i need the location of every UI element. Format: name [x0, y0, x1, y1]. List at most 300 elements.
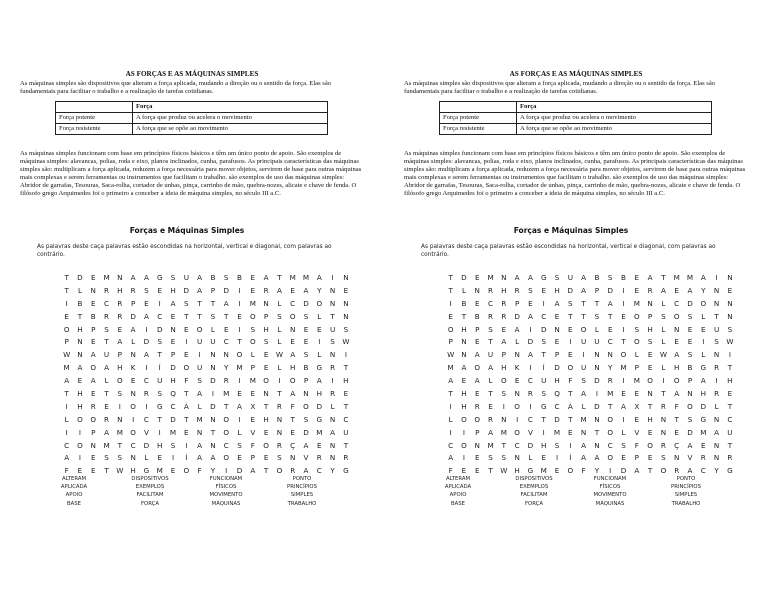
grid-letter: A	[634, 466, 640, 476]
grid-row	[60, 323, 353, 336]
grid-letter: F	[64, 466, 69, 476]
grid-letter: C	[527, 414, 533, 424]
grid-letter: C	[170, 401, 176, 411]
grid-letter: R	[117, 311, 123, 321]
grid-letter: T	[674, 414, 679, 424]
grid-letter: P	[250, 453, 255, 463]
grid-letter: W	[63, 350, 71, 360]
grid-letter: O	[249, 311, 256, 321]
grid-letter: T	[224, 311, 229, 321]
grid-letter: S	[634, 324, 640, 334]
grid-letter: T	[448, 285, 453, 295]
word-list-item: PRINCÍPIOS	[287, 484, 317, 491]
grid-letter: V	[634, 427, 640, 437]
grid-letter: X	[634, 401, 640, 411]
grid-letter: M	[686, 272, 694, 282]
grid-letter: T	[197, 298, 202, 308]
grid-letter: G	[700, 414, 707, 424]
grid-letter: A	[104, 363, 109, 373]
word-list-item: FACILITAM	[136, 492, 164, 499]
grid-letter: N	[343, 298, 349, 308]
word-list-item: SIMPLES	[290, 492, 314, 499]
grid-letter: H	[170, 285, 176, 295]
grid-letter: A	[64, 453, 70, 463]
grid-letter: M	[580, 414, 587, 424]
grid-letter: T	[448, 272, 453, 282]
grid-letter: U	[196, 337, 203, 347]
grid-letter: A	[197, 272, 203, 282]
grid-letter: S	[157, 337, 162, 347]
grid-letter: O	[647, 440, 653, 450]
grid-letter: A	[117, 337, 123, 347]
force-table-row	[56, 113, 328, 124]
grid-letter: L	[277, 324, 282, 334]
grid-letter: L	[488, 376, 493, 386]
grid-letter: M	[447, 363, 454, 373]
grid-letter: E	[90, 453, 96, 463]
grid-letter: W	[500, 466, 508, 476]
grid-letter: T	[594, 427, 600, 437]
grid-letter: A	[674, 350, 680, 360]
grid-row	[60, 426, 353, 439]
grid-letter: Á	[183, 401, 189, 411]
grid-row	[60, 284, 353, 297]
grid-letter: A	[714, 427, 720, 437]
grid-letter: O	[90, 414, 97, 424]
grid-letter: S	[170, 272, 176, 282]
grid-letter: I	[529, 401, 532, 411]
grid-letter: Y	[224, 363, 229, 373]
grid-letter: Y	[210, 466, 216, 476]
grid-letter: B	[237, 272, 242, 282]
grid-letter: T	[568, 388, 573, 398]
grid-letter: O	[289, 376, 296, 386]
grid-letter: E	[90, 272, 96, 282]
grid-letter: A	[474, 376, 480, 386]
grid-letter: E	[117, 324, 123, 334]
grid-letter: E	[290, 337, 295, 347]
grid-letter: E	[701, 324, 706, 334]
grid-letter: S	[687, 350, 693, 360]
grid-letter: P	[554, 350, 560, 360]
grid-letter: E	[687, 337, 693, 347]
grid-letter: L	[714, 401, 719, 411]
grid-letter: P	[91, 427, 96, 437]
grid-letter: R	[290, 466, 296, 476]
grid-letter: T	[224, 401, 229, 411]
force-description: A força que se opõe ao movimento	[133, 124, 328, 135]
grid-letter: P	[263, 311, 269, 321]
grid-letter: D	[554, 414, 560, 424]
grid-letter: L	[528, 453, 533, 463]
grid-letter: O	[673, 311, 680, 321]
grid-letter: E	[674, 427, 679, 437]
grid-letter: G	[143, 466, 150, 476]
grid-letter: R	[104, 311, 110, 321]
grid-letter: M	[63, 363, 70, 373]
grid-letter: O	[117, 376, 123, 386]
grid-letter: D	[223, 285, 229, 295]
grid-letter: F	[634, 440, 639, 450]
grid-letter: M	[169, 427, 177, 437]
grid-letter: N	[130, 350, 136, 360]
grid-letter: E	[250, 285, 256, 295]
word-search-title: Forças e Máquinas Simples	[129, 226, 245, 235]
grid-letter: H	[77, 324, 83, 334]
grid-letter: G	[527, 466, 534, 476]
grid-letter: E	[303, 324, 309, 334]
grid-letter: N	[276, 414, 283, 424]
grid-letter: S	[343, 324, 349, 334]
grid-letter: R	[700, 453, 706, 463]
grid-letter: L	[330, 401, 335, 411]
grid-letter: U	[210, 337, 216, 347]
grid-letter: I	[238, 324, 241, 334]
grid-letter: R	[104, 414, 110, 424]
grid-letter: N	[594, 414, 600, 424]
grid-letter: S	[581, 376, 586, 386]
grid-letter: S	[237, 440, 242, 450]
grid-letter: T	[290, 414, 295, 424]
grid-letter: T	[330, 311, 335, 321]
grid-letter: S	[330, 337, 335, 347]
grid-letter: C	[607, 337, 613, 347]
grid-letter: I	[715, 272, 718, 282]
force-table-header-empty	[440, 102, 517, 113]
grid-letter: U	[580, 363, 587, 373]
grid-letter: Q	[170, 388, 176, 398]
grid-letter: A	[554, 298, 560, 308]
grid-letter: L	[621, 427, 626, 437]
grid-letter: O	[660, 466, 667, 476]
grid-row	[60, 439, 353, 452]
grid-letter: H	[647, 324, 653, 334]
grid-letter: N	[514, 388, 520, 398]
grid-letter: L	[701, 350, 706, 360]
grid-letter: B	[687, 363, 693, 373]
grid-row	[444, 297, 737, 310]
grid-letter: E	[343, 285, 349, 295]
grid-letter: P	[64, 337, 69, 347]
grid-row	[60, 413, 353, 426]
grid-letter: I	[529, 324, 532, 334]
word-search-grid	[60, 271, 353, 477]
grid-letter: E	[104, 401, 109, 411]
grid-letter: N	[727, 272, 733, 282]
word-list-item: ALTERAM	[61, 476, 87, 482]
grid-letter: S	[594, 311, 600, 321]
grid-letter: A	[290, 350, 296, 360]
grid-letter: D	[143, 337, 150, 347]
grid-row	[60, 348, 353, 361]
grid-letter: E	[647, 363, 653, 373]
grid-letter: N	[647, 298, 653, 308]
grid-letter: B	[461, 298, 467, 308]
grid-letter: P	[634, 453, 639, 463]
grid-letter: T	[581, 298, 586, 308]
word-list-item: BASE	[67, 500, 81, 507]
word-search-panel	[407, 218, 735, 516]
grid-letter: M	[607, 388, 614, 398]
grid-letter: A	[501, 337, 507, 347]
grid-letter: A	[514, 324, 520, 334]
grid-letter: N	[660, 427, 667, 437]
grid-letter: L	[64, 414, 69, 424]
word-list-item: PONTO	[292, 476, 312, 482]
grid-letter: O	[514, 401, 520, 411]
grid-letter: N	[343, 311, 349, 321]
grid-letter: E	[343, 388, 349, 398]
grid-letter: E	[568, 324, 573, 334]
grid-letter: S	[157, 388, 162, 398]
grid-letter: R	[330, 363, 336, 373]
grid-letter: I	[542, 427, 545, 437]
grid-letter: N	[687, 388, 693, 398]
grid-letter: M	[103, 440, 110, 450]
grid-letter: T	[581, 311, 586, 321]
grid-letter: I	[145, 401, 148, 411]
grid-letter: C	[157, 311, 163, 321]
grid-letter: R	[276, 401, 282, 411]
grid-letter: F	[197, 466, 202, 476]
grid-letter: A	[90, 376, 96, 386]
word-list-item: APOIO	[449, 492, 467, 499]
grid-letter: R	[514, 285, 520, 295]
document-title: AS FORÇAS E AS MÁQUINAS SIMPLES	[509, 70, 643, 78]
grid-letter: N	[329, 298, 336, 308]
grid-letter: M	[700, 427, 707, 437]
grid-letter: P	[475, 324, 480, 334]
grid-letter: A	[250, 466, 256, 476]
grid-letter: C	[316, 466, 322, 476]
force-table	[439, 101, 712, 135]
word-list-item: PONTO	[676, 476, 696, 482]
worksheet-copy-right	[384, 0, 768, 594]
grid-letter: N	[223, 350, 229, 360]
grid-row	[444, 284, 737, 297]
grid-letter: O	[447, 324, 454, 334]
grid-letter: R	[130, 285, 136, 295]
grid-letter: I	[331, 376, 334, 386]
grid-letter: N	[713, 414, 720, 424]
grid-letter: L	[317, 350, 322, 360]
grid-letter: L	[594, 324, 599, 334]
grid-row	[60, 310, 353, 323]
grid-letter: T	[157, 414, 162, 424]
grid-letter: H	[77, 401, 83, 411]
grid-letter: A	[303, 440, 309, 450]
grid-letter: B	[210, 272, 216, 282]
grid-letter: N	[117, 272, 123, 282]
grid-letter: A	[660, 285, 666, 295]
grid-letter: R	[647, 285, 653, 295]
grid-letter: I	[118, 401, 121, 411]
grid-letter: A	[581, 272, 587, 282]
grid-letter: S	[541, 388, 546, 398]
grid-letter: B	[303, 363, 309, 373]
grid-letter: E	[237, 453, 242, 463]
grid-letter: E	[157, 453, 162, 463]
grid-letter: R	[223, 376, 229, 386]
grid-letter: C	[130, 440, 136, 450]
grid-letter: E	[157, 285, 162, 295]
grid-letter: L	[461, 285, 466, 295]
grid-letter: N	[594, 440, 600, 450]
grid-letter: H	[263, 414, 269, 424]
grid-letter: P	[117, 350, 122, 360]
grid-letter: R	[330, 388, 336, 398]
grid-letter: T	[210, 298, 216, 308]
grid-letter: B	[77, 298, 83, 308]
grid-letter: T	[64, 285, 69, 295]
grid-letter: I	[555, 453, 559, 463]
grid-letter: T	[727, 363, 733, 373]
grid-letter: E	[90, 298, 96, 308]
grid-letter: Y	[714, 466, 719, 476]
grid-letter: I	[449, 427, 452, 437]
grid-row	[60, 271, 353, 284]
grid-row	[444, 451, 737, 464]
grid-letter: N	[170, 324, 176, 334]
grid-letter: T	[184, 414, 189, 424]
grid-letter: E	[250, 272, 256, 282]
grid-letter: E	[621, 311, 626, 321]
grid-letter: A	[276, 285, 282, 295]
grid-letter: A	[581, 285, 587, 295]
word-list-item: FÍSICOS	[599, 484, 621, 491]
grid-letter: T	[727, 440, 733, 450]
grid-letter: T	[77, 311, 83, 321]
grid-letter: H	[541, 440, 547, 450]
grid-letter: A	[77, 363, 83, 373]
grid-letter: N	[210, 363, 216, 373]
grid-letter: O	[316, 298, 323, 308]
grid-row	[444, 310, 737, 323]
grid-letter: N	[713, 350, 720, 360]
grid-letter: H	[554, 376, 560, 386]
grid-letter: T	[501, 440, 507, 450]
grid-letter: S	[541, 337, 546, 347]
grid-letter: O	[236, 350, 243, 360]
grid-letter: N	[607, 350, 613, 360]
grid-letter: T	[647, 401, 653, 411]
grid-letter: A	[581, 453, 587, 463]
grid-letter: S	[687, 414, 693, 424]
intro-paragraph: As máquinas simples são dispositivos que alteram a força aplicada, mudando a direção ou o sentido da força. Elas são fundamentais para facilitar o trabalho e a realização de tarefas cotidianas.	[20, 80, 332, 95]
grid-row	[60, 374, 353, 387]
grid-letter: G	[316, 414, 323, 424]
grid-letter: T	[277, 272, 282, 282]
grid-letter: I	[278, 376, 281, 386]
grid-letter: S	[554, 272, 560, 282]
grid-letter: S	[488, 453, 493, 463]
grid-letter: C	[674, 298, 680, 308]
grid-letter: R	[660, 401, 666, 411]
grid-letter: A	[143, 272, 149, 282]
grid-letter: N	[474, 440, 480, 450]
word-list	[43, 475, 333, 508]
grid-letter: S	[661, 311, 666, 321]
grid-letter: D	[620, 466, 627, 476]
grid-letter: O	[700, 298, 707, 308]
grid-letter: E	[634, 272, 640, 282]
grid-letter: I	[622, 298, 625, 308]
grid-row	[60, 361, 353, 374]
word-list-item: PRINCÍPIOS	[671, 484, 701, 491]
grid-letter: D	[554, 363, 560, 373]
grid-letter: P	[687, 376, 693, 386]
grid-letter: T	[343, 363, 349, 373]
grid-letter: T	[594, 298, 600, 308]
grid-letter: M	[156, 466, 163, 476]
grid-letter: R	[90, 401, 96, 411]
body-paragraph: As máquinas simples funcionam com base em princípios físicos básicos e têm um único ponto de apoio. São exemplos de máquinas simples: alavancas, polias, roda e eixo, planos inclinados, cunha, parafusos. As principais características das máquinas simples são: multiplicam a força aplicada, reduzem a força necessária para mover objetos, servirem de base para outras máquinas mais complexas e serem ferramentas ou instrumentos que facilitam o trabalho. são exemplos de uso das máquinas simples: Abridor de garrafas, Tesouras, Saca-rolha, cortador de unhas, pinça, carrinho de mão, quebra-nozes, alicate e chave de fenda. O filósofo grego Arquimedes foi o primeiro a conceber a ideia de máquina simples, no século III a.C.	[404, 150, 746, 197]
grid-letter: W	[342, 337, 350, 347]
grid-letter: O	[303, 401, 309, 411]
grid-letter: E	[184, 324, 189, 334]
grid-letter: T	[64, 272, 69, 282]
grid-letter: E	[317, 440, 322, 450]
grid-letter: L	[661, 363, 666, 373]
grid-letter: A	[197, 388, 203, 398]
word-list-item: EXEMPLOS	[135, 484, 165, 491]
grid-letter: A	[607, 298, 613, 308]
grid-letter: A	[64, 376, 70, 386]
grid-letter: V	[527, 427, 533, 437]
grid-row	[444, 400, 737, 413]
grid-letter: U	[727, 427, 733, 437]
grid-letter: N	[713, 298, 720, 308]
word-list-column	[579, 475, 641, 508]
grid-letter: E	[130, 376, 136, 386]
grid-letter: E	[528, 298, 533, 308]
grid-letter: S	[501, 388, 507, 398]
grid-letter: N	[263, 298, 269, 308]
word-list-item: TRABALHO	[287, 500, 317, 507]
grid-letter: G	[540, 272, 547, 282]
grid-letter: P	[514, 298, 520, 308]
grid-letter: R	[714, 388, 720, 398]
grid-letter: M	[249, 298, 256, 308]
grid-letter: I	[78, 427, 81, 437]
grid-letter: A	[316, 272, 322, 282]
grid-letter: P	[448, 337, 453, 347]
force-description: A força que produz ou acelera o movimento	[133, 113, 328, 124]
grid-letter: A	[700, 376, 706, 386]
grid-letter: O	[223, 427, 230, 437]
grid-letter: E	[317, 324, 322, 334]
grid-letter: S	[104, 453, 109, 463]
grid-letter: T	[117, 440, 123, 450]
grid-row	[444, 439, 737, 452]
grid-letter: C	[104, 298, 110, 308]
grid-letter: G	[316, 363, 323, 373]
grid-letter: A	[581, 440, 587, 450]
word-list-item: APLICADA	[444, 484, 472, 491]
grid-letter: G	[727, 466, 733, 476]
grid-letter: D	[514, 311, 520, 321]
grid-letter: D	[461, 272, 467, 282]
grid-letter: H	[501, 363, 507, 373]
word-search-title: Forças e Máquinas Simples	[513, 226, 629, 235]
grid-letter: R	[501, 298, 507, 308]
grid-letter: T	[263, 466, 269, 476]
grid-letter: T	[104, 466, 109, 476]
grid-letter: R	[607, 376, 613, 386]
grid-letter: T	[661, 272, 666, 282]
grid-letter: P	[210, 285, 216, 295]
grid-letter: N	[329, 453, 336, 463]
